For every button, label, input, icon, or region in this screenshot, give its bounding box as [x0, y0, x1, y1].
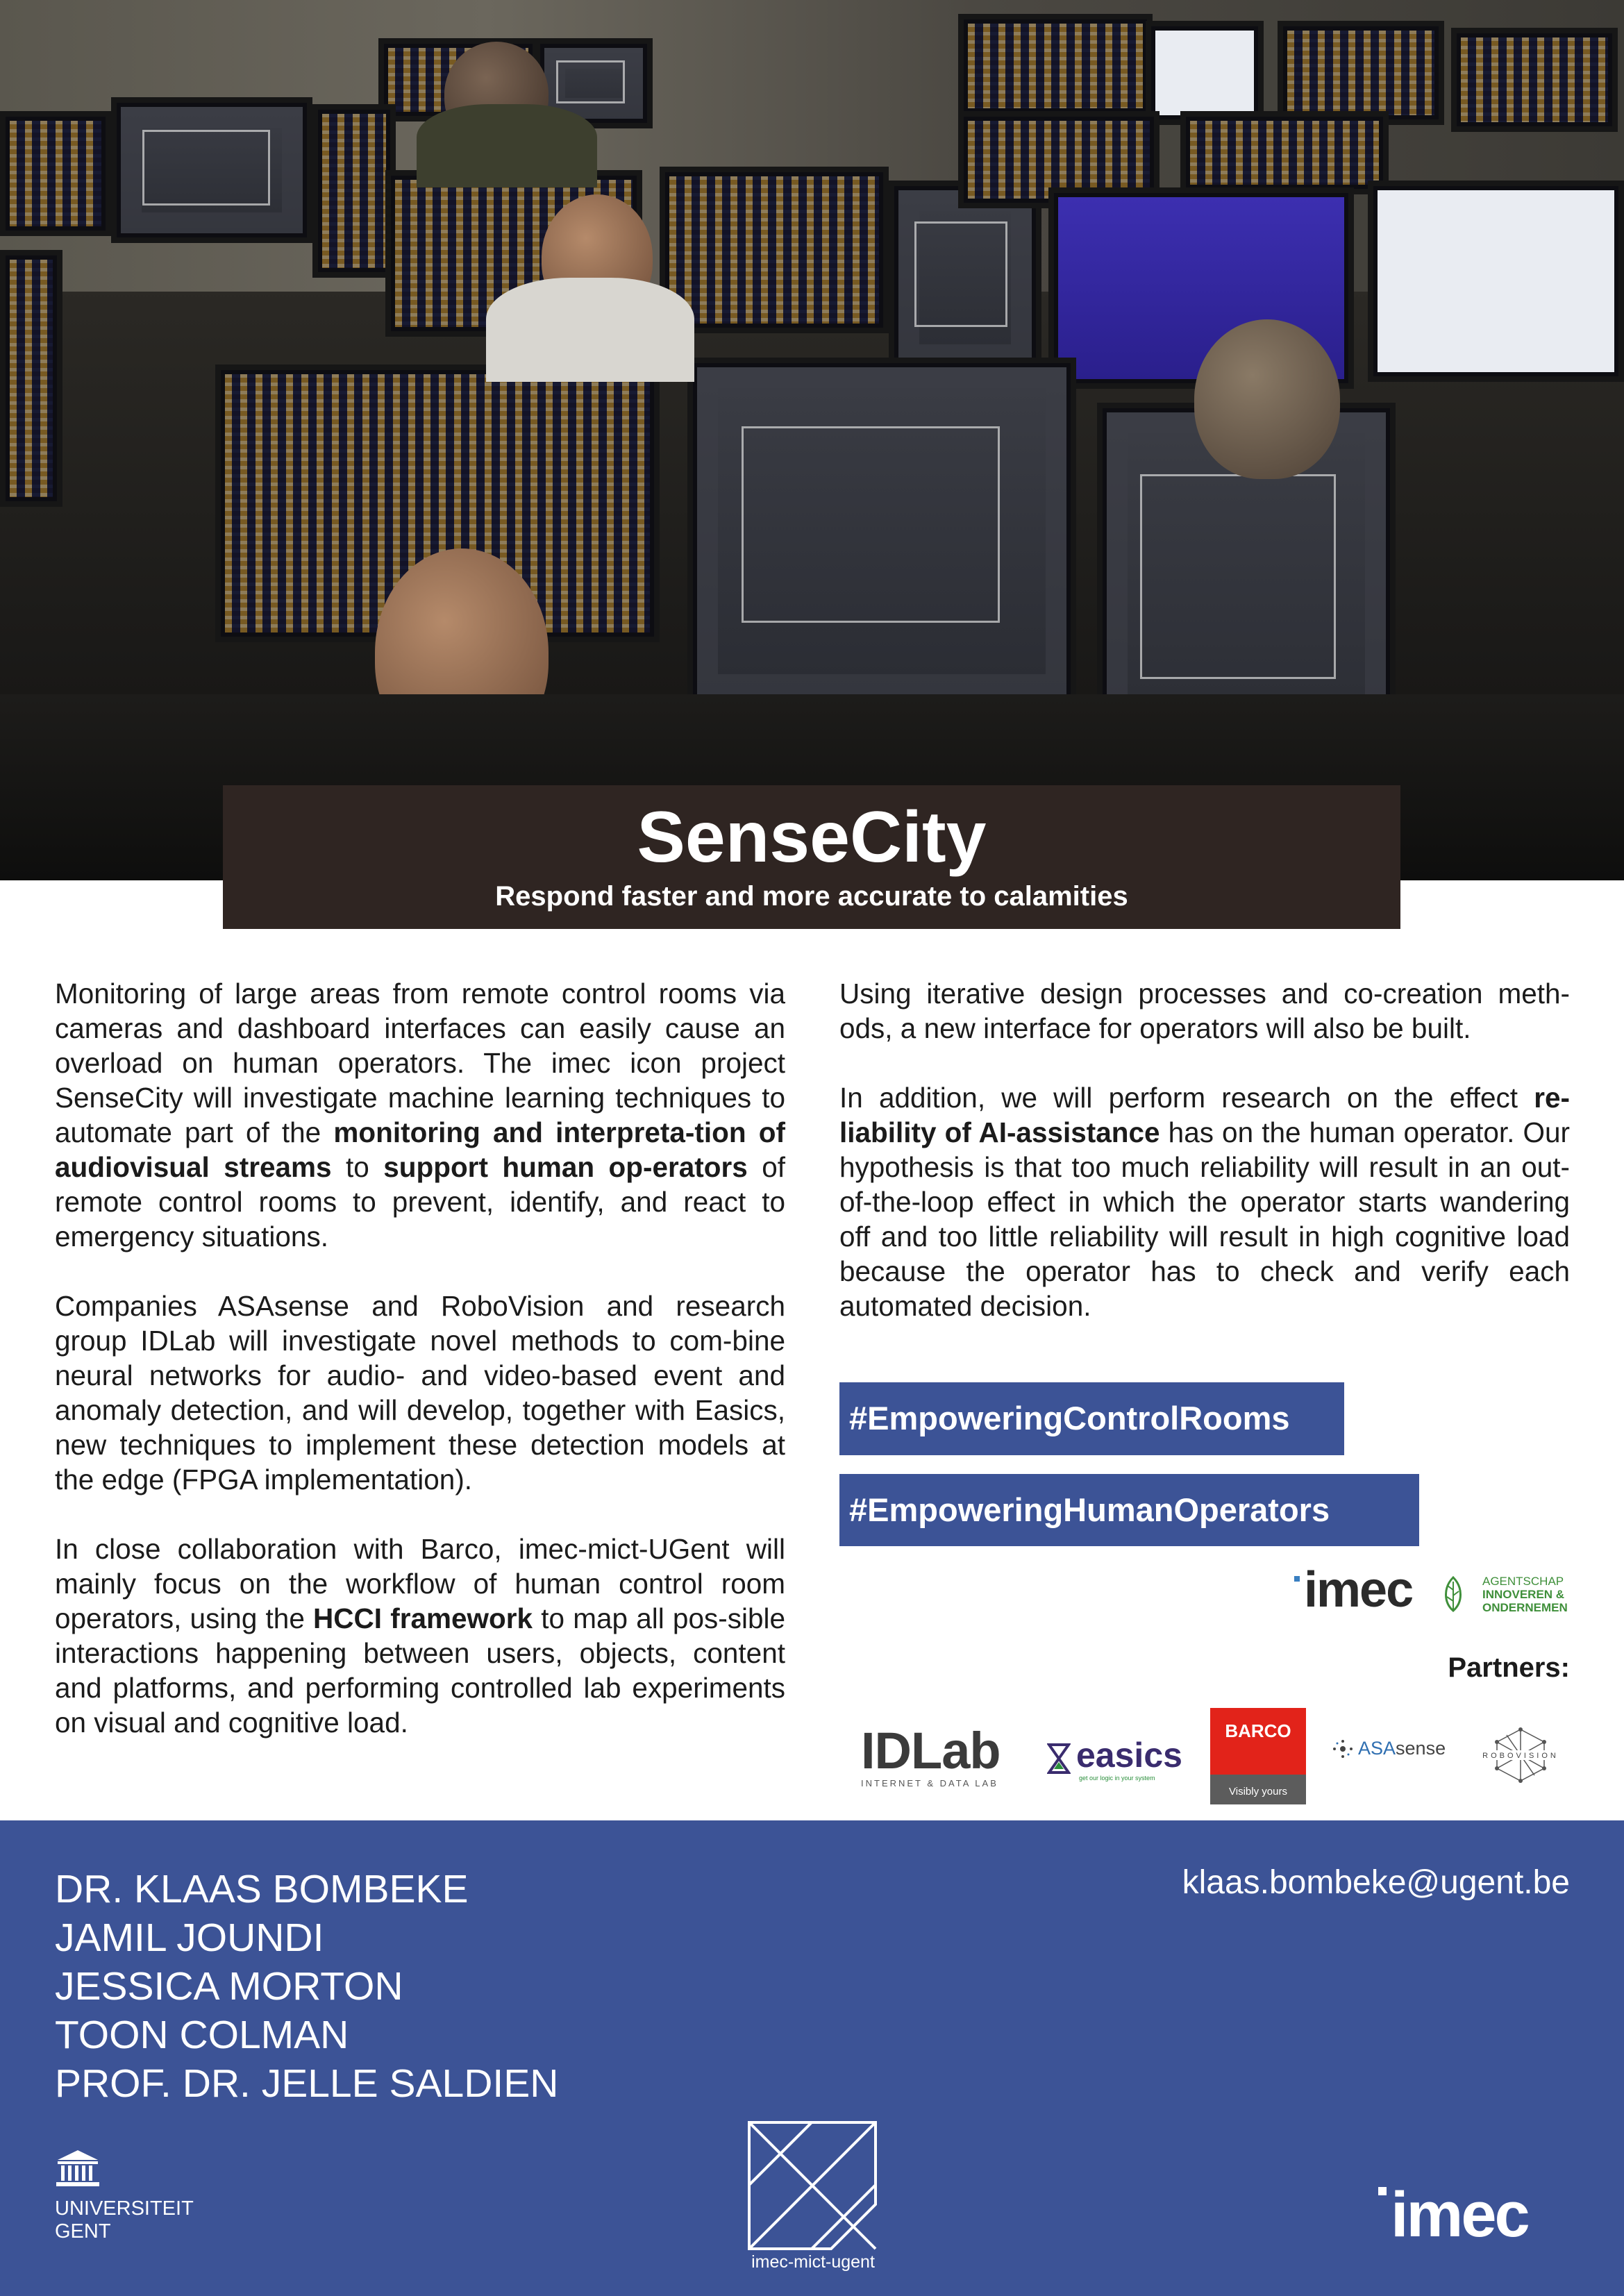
- paragraph: Companies ASAsense and RoboVision and research group IDLab will investigate novel methods to com-bine neural networks for audio- and video-based event and anomaly detection, and will develop, together with Easics, new techniques to implement these detection models at the edge (FPGA implementation).: [55, 1290, 785, 1495]
- hero-monitor: [111, 97, 312, 243]
- hero-monitor: [312, 104, 396, 278]
- robovision-logo: [1472, 1725, 1569, 1785]
- hero-person-shirt: [486, 278, 694, 382]
- easics-hourglass-icon: [1047, 1743, 1071, 1775]
- author-name: PROF. DR. JELLE SALDIEN: [55, 2061, 559, 2106]
- hero-monitor: [889, 181, 1041, 375]
- author-name: DR. KLAAS BOMBEKE: [55, 1867, 469, 1911]
- hero-monitor: [1180, 111, 1389, 194]
- imec-logo: imec: [1291, 1562, 1412, 1618]
- hashtag-empowering-human-operators: #EmpoweringHumanOperators: [839, 1474, 1419, 1546]
- hero-photo: [0, 0, 1624, 880]
- paragraph: Monitoring of large areas from remote control rooms via cameras and dashboard interfaces can easily cause an overload on human operators. The imec icon project SenseCity will investigate machine learning techniques to automate part of the monitoring and interpreta-tion of audiovisual streams to support human op-erators of remote control rooms to prevent, identify, and react to emergency situations.: [55, 978, 786, 1252]
- hero-person-shirt: [417, 104, 597, 187]
- agentschap-leaf-icon: [1439, 1575, 1467, 1614]
- imec-dot-icon: [1294, 1576, 1300, 1582]
- hero-monitor: [1451, 28, 1618, 132]
- hero-monitor: [1368, 181, 1624, 382]
- hero-monitor: [0, 111, 111, 236]
- page-subtitle: Respond faster and more accurate to calamities: [495, 881, 1128, 912]
- ugent-logo: UNIVERSITEIT GENT: [55, 2149, 208, 2232]
- partners-label: Partners:: [1448, 1652, 1570, 1683]
- paragraph: Using iterative design processes and co-creation meth-ods, a new interface for operators will also be built.: [839, 978, 1570, 1044]
- title-banner: [223, 785, 1400, 929]
- idlab-logo: IDLab INTERNET & DATA LAB: [861, 1722, 1001, 1788]
- agentschap-logo: AGENTSCHAP INNOVEREN & ONDERNEMEN: [1439, 1572, 1571, 1616]
- ugent-building-icon: [55, 2149, 101, 2188]
- hero-monitor: [1146, 21, 1264, 125]
- robovision-network-icon: [1472, 1725, 1569, 1785]
- author-name: TOON COLMAN: [55, 2013, 349, 2057]
- right-column: [839, 976, 1570, 1358]
- author-name: JESSICA MORTON: [55, 1964, 403, 2009]
- paragraph: In close collaboration with Barco, imec-mict-UGent will mainly focus on the workflow of human control room operators, using the HCCI framework to map all pos-sible interactions happening between users, objects, content and platforms, and performing controlled lab experiments on visual and cognitive load.: [55, 1533, 785, 1738]
- easics-logo: easics get our logic in your system: [1047, 1736, 1186, 1786]
- page-title: SenseCity: [637, 797, 987, 878]
- paragraph: In addition, we will perform research on the effect re-liability of AI-assistance has on the human operator. Our hypothesis is that too much reliability will result in an out-of-the-loop effect in which the operator starts wandering off and too little reliability will result in high cognitive load because the operator has to check and verify each automated decision.: [839, 1082, 1570, 1322]
- hero-monitor: [660, 167, 889, 333]
- hero-monitor: [687, 358, 1076, 705]
- mict-cross-icon: [748, 2121, 877, 2250]
- imec-footer-logo: imec: [1378, 2180, 1571, 2249]
- hero-monitor: [1278, 21, 1444, 125]
- imec-dot-icon: [1378, 2187, 1387, 2195]
- left-column: [55, 976, 785, 1775]
- author-name: JAMIL JOUNDI: [55, 1916, 324, 1960]
- asasense-logo: ASAsense: [1330, 1736, 1453, 1763]
- hero-person-head: [1194, 319, 1340, 479]
- hero-monitor: [958, 14, 1153, 118]
- asasense-dots-icon: [1330, 1738, 1355, 1759]
- author-list: [55, 1865, 749, 2108]
- hashtag-empowering-control-rooms: #EmpoweringControlRooms: [839, 1382, 1344, 1455]
- barco-logo: BARCO Visibly yours: [1210, 1708, 1306, 1804]
- imec-mict-ugent-logo: imec-mict-ugent: [745, 2121, 881, 2270]
- contact-email[interactable]: klaas.bombeke@ugent.be: [1182, 1864, 1570, 1901]
- robovision-wordmark: ROBOVISION: [1482, 1752, 1559, 1760]
- hero-monitor: [0, 250, 62, 507]
